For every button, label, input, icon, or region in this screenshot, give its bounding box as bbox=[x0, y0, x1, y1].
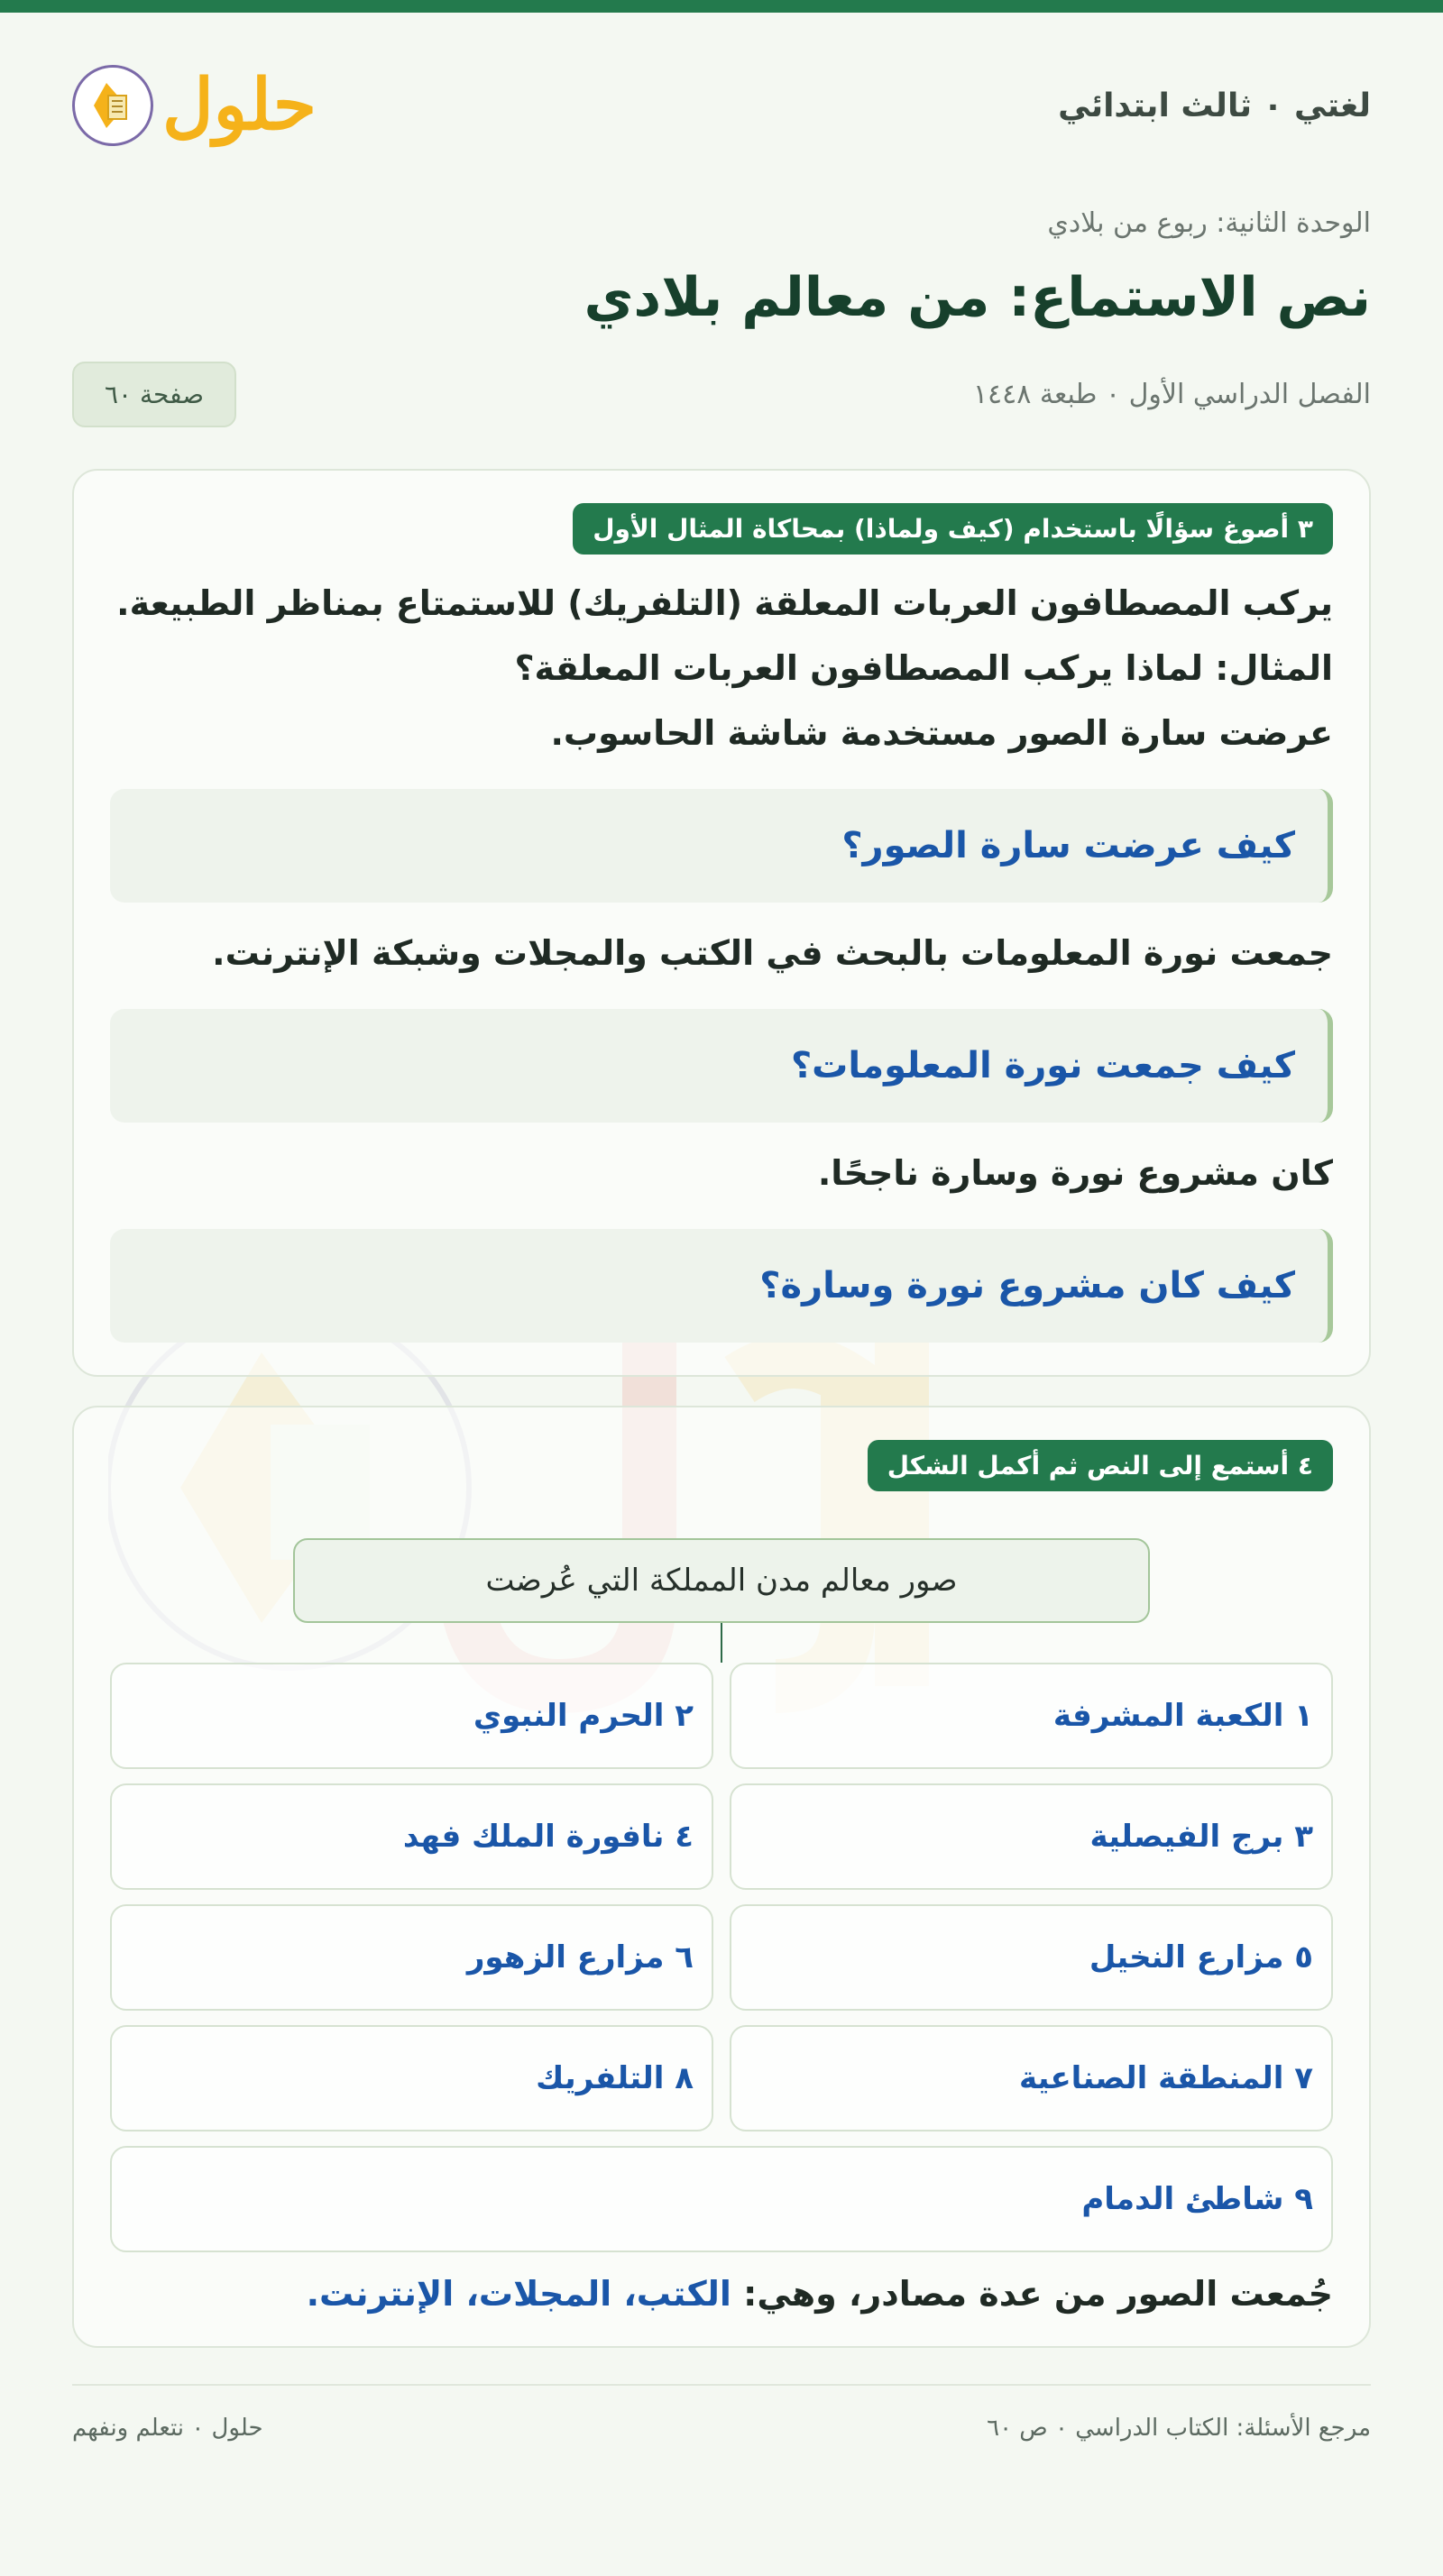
example-sentence: يركب المصطافون العربات المعلقة (التلفريك) للاستمتاع بمناظر الطبيعة. bbox=[116, 583, 1333, 623]
exercise-4-badge: ٤ أستمع إلى النص ثم أكمل الشكل bbox=[868, 1440, 1333, 1491]
exercise-sentence-2: جمعت نورة المعلومات بالبحث في الكتب والمجلات وشبكة الإنترنت. bbox=[212, 933, 1333, 973]
answer-box-3[interactable]: كيف كان مشروع نورة وسارة؟ bbox=[110, 1229, 1333, 1343]
example-question: المثال: لماذا يركب المصطافون العربات المعلقة؟ bbox=[514, 648, 1333, 688]
answer-box-1[interactable]: كيف عرضت سارة الصور؟ bbox=[110, 789, 1333, 903]
landmark-cell-5[interactable]: ٥ مزارع النخيل bbox=[730, 1904, 1333, 2011]
landmark-cell-1[interactable]: ١ الكعبة المشرفة bbox=[730, 1663, 1333, 1769]
unit-subtitle: الوحدة الثانية: ربوع من بلادي bbox=[1047, 207, 1371, 239]
diagram-center-node: صور معالم مدن المملكة التي عُرضت bbox=[293, 1538, 1150, 1623]
exercise-sentence-1: عرضت سارة الصور مستخدمة شاشة الحاسوب. bbox=[550, 713, 1333, 753]
edition-info: الفصل الدراسي الأول ٠ طبعة ١٤٤٨ bbox=[972, 379, 1371, 410]
landmark-cell-7[interactable]: ٧ المنطقة الصناعية bbox=[730, 2025, 1333, 2131]
diagram-connector bbox=[721, 1623, 722, 1663]
exercise-4-card bbox=[72, 1406, 1371, 2348]
brand-logo[interactable] bbox=[72, 65, 317, 146]
footer-reference: مرجع الأسئلة: الكتاب الدراسي ٠ ص ٦٠ bbox=[987, 2415, 1371, 2442]
landmark-cell-2[interactable]: ٢ الحرم النبوي bbox=[110, 1663, 713, 1769]
page-title: نص الاستماع: من معالم بلادي bbox=[584, 266, 1371, 329]
exercise-3-badge: ٣ أصوغ سؤالًا باستخدام (كيف ولماذا) بمحاكاة المثال الأول bbox=[573, 503, 1333, 555]
landmark-cell-9[interactable]: ٩ شاطئ الدمام bbox=[110, 2146, 1333, 2252]
page-header bbox=[72, 0, 1371, 198]
footer-brand: حلول ٠ نتعلم ونفهم bbox=[72, 2415, 263, 2442]
exercise-sentence-3: كان مشروع نورة وسارة ناجحًا. bbox=[817, 1153, 1333, 1193]
landmark-cell-6[interactable]: ٦ مزارع الزهور bbox=[110, 1904, 713, 2011]
logo-book-icon bbox=[72, 65, 153, 146]
answer-box-2[interactable]: كيف جمعت نورة المعلومات؟ bbox=[110, 1009, 1333, 1123]
landmark-cell-8[interactable]: ٨ التلفريك bbox=[110, 2025, 713, 2131]
landmark-cell-4[interactable]: ٤ نافورة الملك فهد bbox=[110, 1783, 713, 1890]
sources-line bbox=[110, 2274, 1333, 2314]
page-number-badge: صفحة ٦٠ bbox=[72, 362, 236, 427]
landmarks-grid bbox=[110, 1663, 1333, 2252]
page-footer bbox=[72, 2384, 1371, 2442]
landmark-cell-3[interactable]: ٣ برج الفيصلية bbox=[730, 1783, 1333, 1890]
sources-answer[interactable]: الكتب، المجلات، الإنترنت. bbox=[306, 2274, 731, 2314]
meta-row bbox=[72, 362, 1371, 427]
book-title: لغتي ٠ ثالث ابتدائي bbox=[1058, 87, 1371, 124]
logo-wordmark: حلول bbox=[162, 64, 317, 146]
sources-prefix: جُمعت الصور من عدة مصادر، وهي: bbox=[743, 2274, 1333, 2314]
exercise-3-card bbox=[72, 469, 1371, 1377]
